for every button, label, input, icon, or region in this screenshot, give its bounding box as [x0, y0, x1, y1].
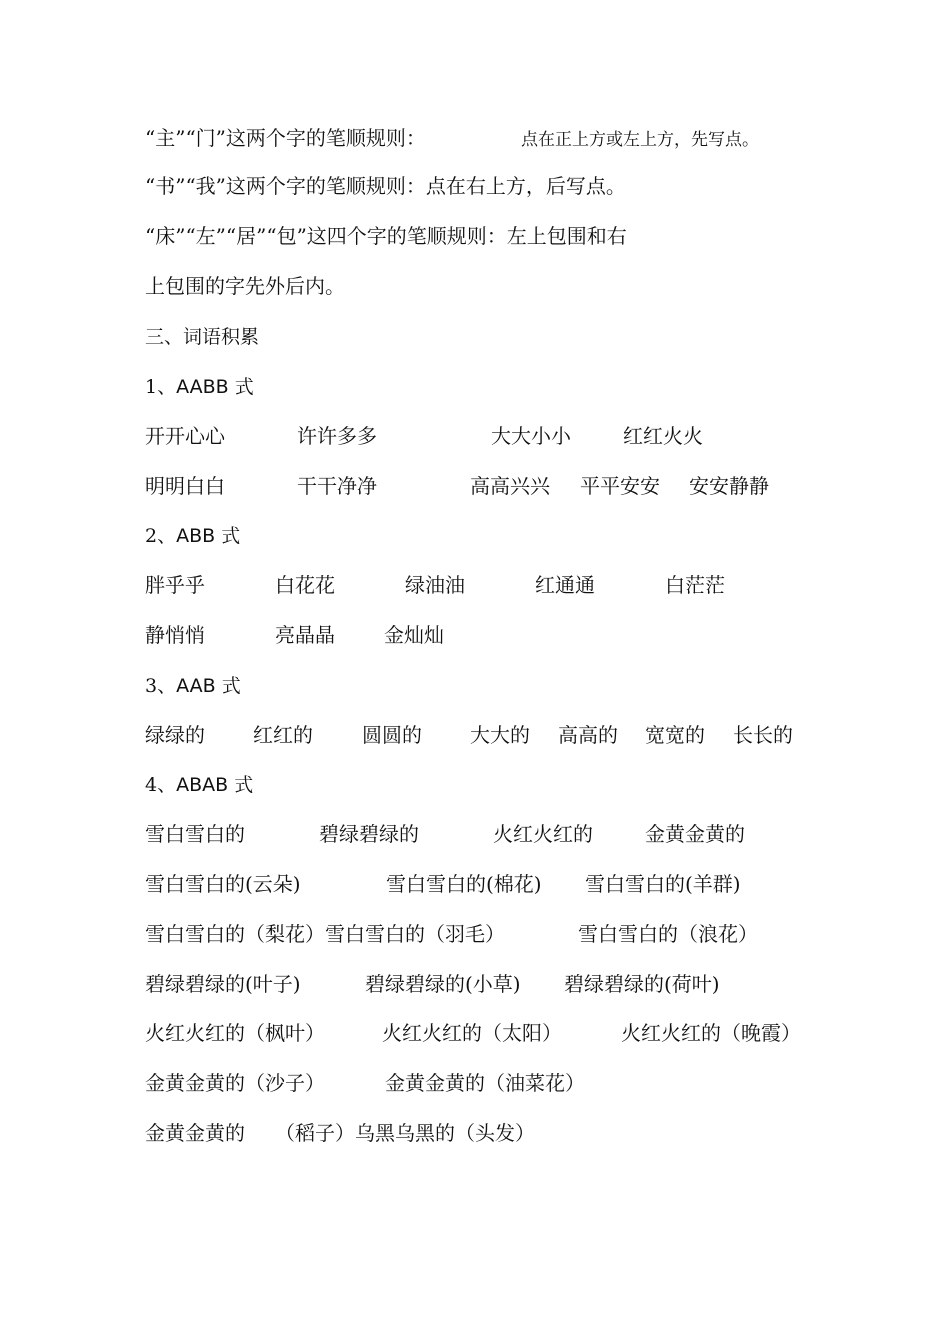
- word-item: 白花花: [275, 573, 335, 597]
- word-item: 长长的: [733, 723, 793, 747]
- subsection-4-title: [145, 769, 825, 801]
- stroke-rule-1: [145, 122, 825, 154]
- word-item: 雪白雪白的（浪花）: [578, 922, 758, 946]
- word-item: 亮晶晶: [275, 623, 335, 647]
- stroke-rule-3-text-2: 上包围的字先外后内。: [145, 274, 345, 298]
- subsection-title-suffix: 式: [228, 376, 254, 398]
- word-item: 金黄金黄的: [145, 1121, 245, 1145]
- word-item: 胖乎乎: [145, 573, 205, 597]
- abab-row-6: [145, 1067, 825, 1099]
- word-item: 金灿灿: [384, 623, 444, 647]
- word-item: 许许多多: [297, 424, 377, 448]
- word-item: （稻子）乌黑乌黑的（头发）: [275, 1121, 535, 1145]
- word-item: 雪白雪白的(羊群): [585, 872, 741, 896]
- subsection-title-pattern: AABB: [176, 376, 229, 398]
- subsection-title-prefix: 4、: [145, 774, 177, 796]
- section-title-text: 三、词语积累: [145, 326, 260, 348]
- subsection-title-pattern: ABB: [176, 525, 216, 547]
- word-item: 静悄悄: [145, 623, 205, 647]
- aab-row-1: [145, 719, 825, 751]
- word-item: 火红火红的（枫叶）: [145, 1021, 325, 1045]
- subsection-title-suffix: 式: [228, 774, 254, 796]
- subsection-title-suffix: 式: [215, 675, 241, 697]
- subsection-title-prefix: 1、: [145, 376, 177, 398]
- word-item: 绿油油: [405, 573, 465, 597]
- word-item: 宽宽的: [645, 723, 705, 747]
- word-item: 大大的: [470, 723, 530, 747]
- abab-row-5: [145, 1017, 825, 1049]
- word-item: 平平安安: [580, 474, 660, 498]
- word-item: 红红的: [253, 723, 313, 747]
- subsection-title-prefix: 2、: [145, 525, 177, 547]
- word-item: 高高的: [558, 723, 618, 747]
- abab-row-4: [145, 968, 825, 1000]
- aabb-row-2: [145, 470, 825, 502]
- abab-row-2: [145, 868, 825, 900]
- word-item: 金黄金黄的（油菜花）: [385, 1071, 585, 1095]
- word-item: 雪白雪白的(棉花): [386, 872, 542, 896]
- word-item: 金黄金黄的: [645, 822, 745, 846]
- stroke-rule-3-text-1: “床”“左”“居”“包”这四个字的笔顺规则：左上包围和右: [145, 224, 627, 248]
- word-item: 火红火红的: [493, 822, 593, 846]
- stroke-rule-1-detail: 点在正上方或左上方，先写点。: [521, 130, 759, 150]
- stroke-rule-2-text: “书”“我”这两个字的笔顺规则：点在右上方，后写点。: [145, 174, 626, 198]
- word-item: 白茫茫: [665, 573, 725, 597]
- word-item: 绿绿的: [145, 723, 205, 747]
- word-item: 红红火火: [623, 424, 703, 448]
- subsection-2-title: [145, 520, 825, 552]
- word-item: 干干净净: [297, 474, 377, 498]
- word-item: 高高兴兴: [470, 474, 550, 498]
- stroke-rule-1-main: “主”“门”这两个字的笔顺规则：: [145, 126, 426, 150]
- word-item: 开开心心: [145, 424, 225, 448]
- word-item: 碧绿碧绿的(叶子): [145, 972, 301, 996]
- word-item: 碧绿碧绿的: [319, 822, 419, 846]
- subsection-title-pattern: ABAB: [176, 774, 229, 796]
- abb-row-2: [145, 619, 825, 651]
- word-item: 雪白雪白的(云朵): [145, 872, 301, 896]
- abab-row-3: [145, 918, 825, 950]
- word-item: 火红火红的（太阳）: [382, 1021, 562, 1045]
- word-item: 安安静静: [689, 474, 769, 498]
- subsection-3-title: [145, 670, 825, 702]
- word-item: 雪白雪白的（梨花）雪白雪白的（羽毛）: [145, 922, 505, 946]
- abab-row-7: [145, 1117, 825, 1149]
- aabb-row-1: [145, 420, 825, 452]
- subsection-title-suffix: 式: [215, 525, 241, 547]
- word-item: 红通通: [535, 573, 595, 597]
- word-item: 雪白雪白的: [145, 822, 245, 846]
- stroke-rule-3-line-2: [145, 270, 825, 302]
- word-item: 大大小小: [491, 424, 571, 448]
- word-item: 碧绿碧绿的(荷叶): [564, 972, 720, 996]
- abb-row-1: [145, 569, 825, 601]
- word-item: 碧绿碧绿的(小草): [365, 972, 521, 996]
- stroke-rule-3-line-1: [145, 220, 825, 252]
- subsection-1-title: [145, 371, 825, 403]
- subsection-title-prefix: 3、: [145, 675, 177, 697]
- abab-row-1: [145, 818, 825, 850]
- word-item: 火红火红的（晚霞）: [621, 1021, 801, 1045]
- section-title: [145, 321, 825, 353]
- word-item: 明明白白: [145, 474, 225, 498]
- word-item: 金黄金黄的（沙子）: [145, 1071, 325, 1095]
- word-item: 圆圆的: [362, 723, 422, 747]
- stroke-rule-2: [145, 170, 825, 202]
- subsection-title-pattern: AAB: [176, 675, 216, 697]
